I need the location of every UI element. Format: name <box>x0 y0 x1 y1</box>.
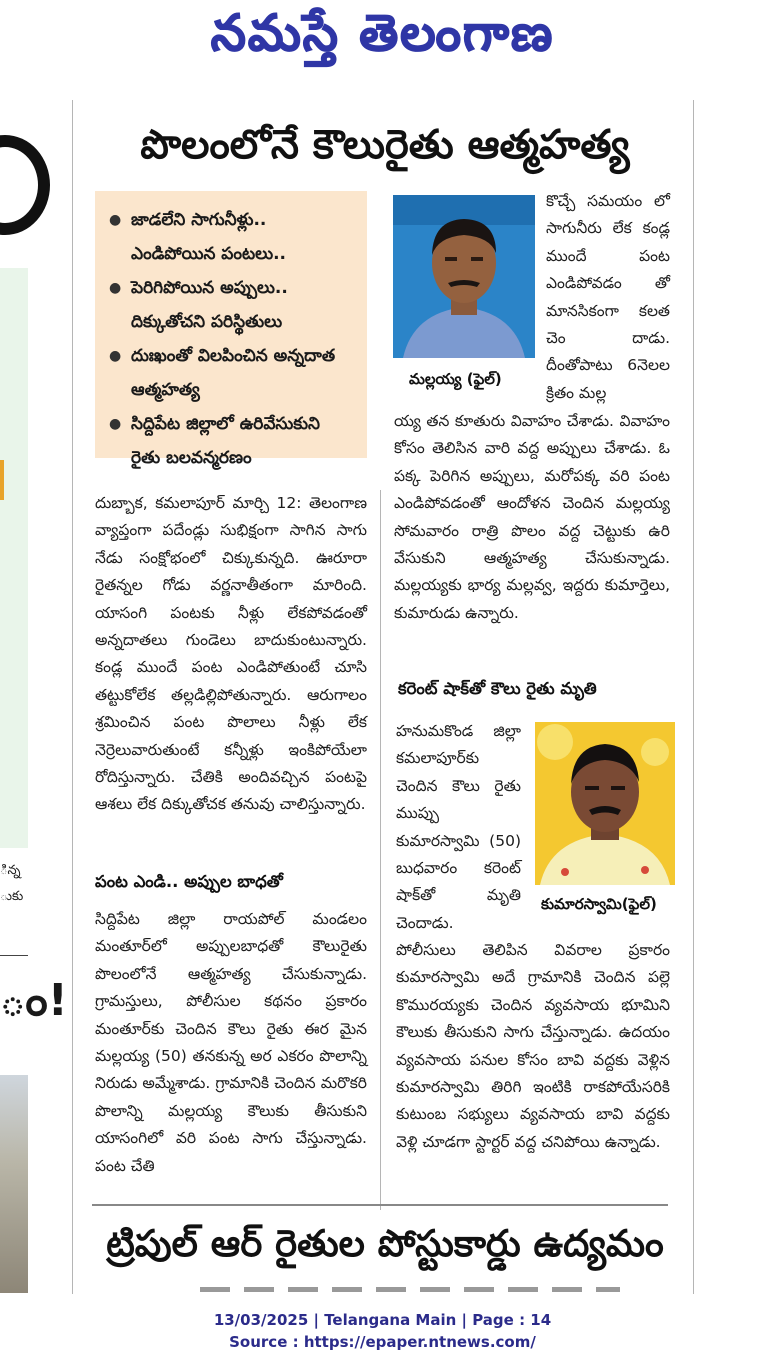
neighbor-accent-bar <box>0 460 4 500</box>
mallayya-photo <box>393 195 535 358</box>
highlight-item: ● దుఃఖంతో విలపించిన అన్నదాత ఆత్మహత్య <box>109 339 355 407</box>
highlights-box <box>95 191 367 468</box>
neighbor-text-line: ిన్న <box>0 863 21 878</box>
neighbor-photo-fragment <box>0 1075 28 1293</box>
cut-off-text-line <box>200 1287 620 1292</box>
highlight-item: ● పెరిగిపోయిన అప్పులు.. దిక్కుతోచని పరిస్థితులు <box>109 271 355 339</box>
footer-date-line: 13/03/2025 | Telangana Main | Page : 14 <box>213 1311 552 1329</box>
article-intro: దుబ్బాక, కమలాపూర్‌ మార్చి 12: తెలంగాణ వ్యాప్తంగా పదేండ్లు సుభిక్షంగా సాగిన సాగు నేడు సంక్షోభంలో చిక్కుకున్నది. ఊరూరా రైతన్నల గోడు వర్ణనాతీతంగా మారింది. యాసంగి పంటకు నీళ్లు లేకపోవడంతో అన్నదాతలు గుండెలు బాదుకుంటున్నారు. కండ్ల ముందే పంట ఎండిపోతుంటే చూసి తట్టుకోలేక తల్లడిల్లిపోతున్నారు. ఆరుగాలం శ్రమించిన పంట పొలాలు నీళ్లు లేక నెర్రెలువారుతుంటే కన్నీళ్లు ఇంకిపోయేలా రోదిస్తున్నారు. చేతికి అందివచ్చిన పంటపై ఆశలు లేక దిక్కుతోచక తనువు చాలిస్తున్నారు. <box>95 494 367 814</box>
neighbor-green-panel <box>0 268 28 848</box>
bullet-icon: ● <box>109 416 122 432</box>
neighbor-divider <box>0 955 28 956</box>
column-gutter-rule <box>380 490 381 1210</box>
section-subhead: పంట ఎండి.. అప్పుల బాధతో <box>95 872 283 891</box>
portrait-icon <box>535 722 675 885</box>
neighbor-text-line: ుకు <box>0 889 24 904</box>
bullet-icon: ● <box>109 280 122 296</box>
article-headline: పొలంలోనే కౌలురైతు ఆత్మహత్య <box>140 122 630 168</box>
portrait-icon <box>393 195 535 358</box>
photo-caption: మల్లయ్య (ఫైల్‌) <box>409 370 502 388</box>
next-article-headline: ట్రిపుల్‌ ఆర్‌ రైతుల పోస్టుకార్డు ఉద్యమం <box>106 1222 664 1265</box>
article-body: సిద్దిపేట జిల్లా రాయపోల్‌ మండలం మంతూర్‌లో అప్పులబాధతో కౌలురైతు పొలంలోనే ఆత్మహత్య చేసుకున్నాడు. గ్రామస్తులు, పోలీసుల కథనం ప్రకారం మంతూర్‌కు చెందిన కౌలు రైతు ఈర మైన మల్లయ్య (50) తనకున్న అర ఎకరం పొలాన్ని నిరుడు అమ్మేశాడు. గ్రామానికి చెందిన మరొకరి పొలాన్ని మల్లయ్య కౌలుకు తీసుకుని యాసంగిలో వరి పంట సాగు చేస్తున్నాడు. పంట చేతి <box>95 910 367 1175</box>
masthead-logo: నమస్తే తెలంగాణ <box>210 3 555 62</box>
highlight-item: ● సిద్దిపేట జిల్లాలో ఉరివేసుకుని రైతు బలవన్మరణం <box>109 407 355 475</box>
section-divider <box>92 1204 668 1206</box>
footer-source-line: Source : https://epaper.ntnews.com/ <box>229 1333 536 1351</box>
photo-caption: కుమారస్వామి(ఫైల్‌) <box>541 895 657 913</box>
section-subhead: కరెంట్‌ షాక్‌తో కౌలు రైతు మృతి <box>398 679 597 698</box>
neighbor-page-fragment <box>0 135 50 235</box>
bullet-icon: ● <box>109 212 122 228</box>
neighbor-text-fragment <box>0 858 28 910</box>
article-body-wrap: హనుమకొండ జిల్లా కమలాపూర్‌కు చెందిన కౌలు రైతు ముప్పు కుమారస్వామి (50) బుధవారం కరెంట్‌ షాక్‌తో మృతి చెందాడు. <box>396 722 521 932</box>
article-body: పోలీసులు తెలిపిన వివరాల ప్రకారం కుమారస్వామి అదే గ్రామానికి చెందిన పల్లె కొమురయ్యకు చెందిన వ్యవసాయ భూమిని కౌలుకు తీసుకుని సాగు చేస్తున్నాడు. ఉదయం వ్యవసాయ పనుల కోసం బావి వద్దకు వెళ్లిన కుమారస్వామి తిరిగి ఇంటికి రాకపోయేసరికి కుటుంబ సభ్యులు వ్యవసాయ బావి వద్దకు వెళ్లి చూడగా స్టార్టర్‌ వద్ద చనిపోయి ఉన్నాడు. <box>396 941 670 1151</box>
highlight-item: ● జాడలేని సాగునీళ్లు.. ఎండిపోయిన పంటలు.. <box>109 203 355 271</box>
kumaraswamy-photo <box>535 722 675 885</box>
article-body: య్య తన కూతురు వివాహం చేశాడు. వివాహం కోసం తెలిసిన వారి వద్ద అప్పులు చేశాడు. ఓ పక్క పెరిగిన అప్పులు, మరోపక్క వరి పంట ఎండిపోవడంతో ఆందోళన చెందిన మల్లయ్య సోమవారం రాత్రి పొలం వద్ద చెట్టుకు ఉరి వేసుకుని ఆత్మహత్య చేసుకున్నాడు. మల్లయ్యకు భార్య మల్లవ్వ, ఇద్దరు కుమార్తెలు, కుమారుడు ఉన్నారు. <box>394 412 670 622</box>
bullet-icon: ● <box>109 348 122 364</box>
column-rule-right <box>693 100 694 1294</box>
article-body-wrap: కొచ్చే సమయం లో సాగునీరు లేక కండ్ల ముందే పంట ఎండిపోవడం తో మానసికంగా కలత చెం దాడు. దీంతోపాటు 6నెలల క్రితం మల్ల <box>546 192 670 402</box>
neighbor-headline-fragment: ం! <box>0 975 68 1026</box>
column-rule-left <box>72 100 73 1294</box>
